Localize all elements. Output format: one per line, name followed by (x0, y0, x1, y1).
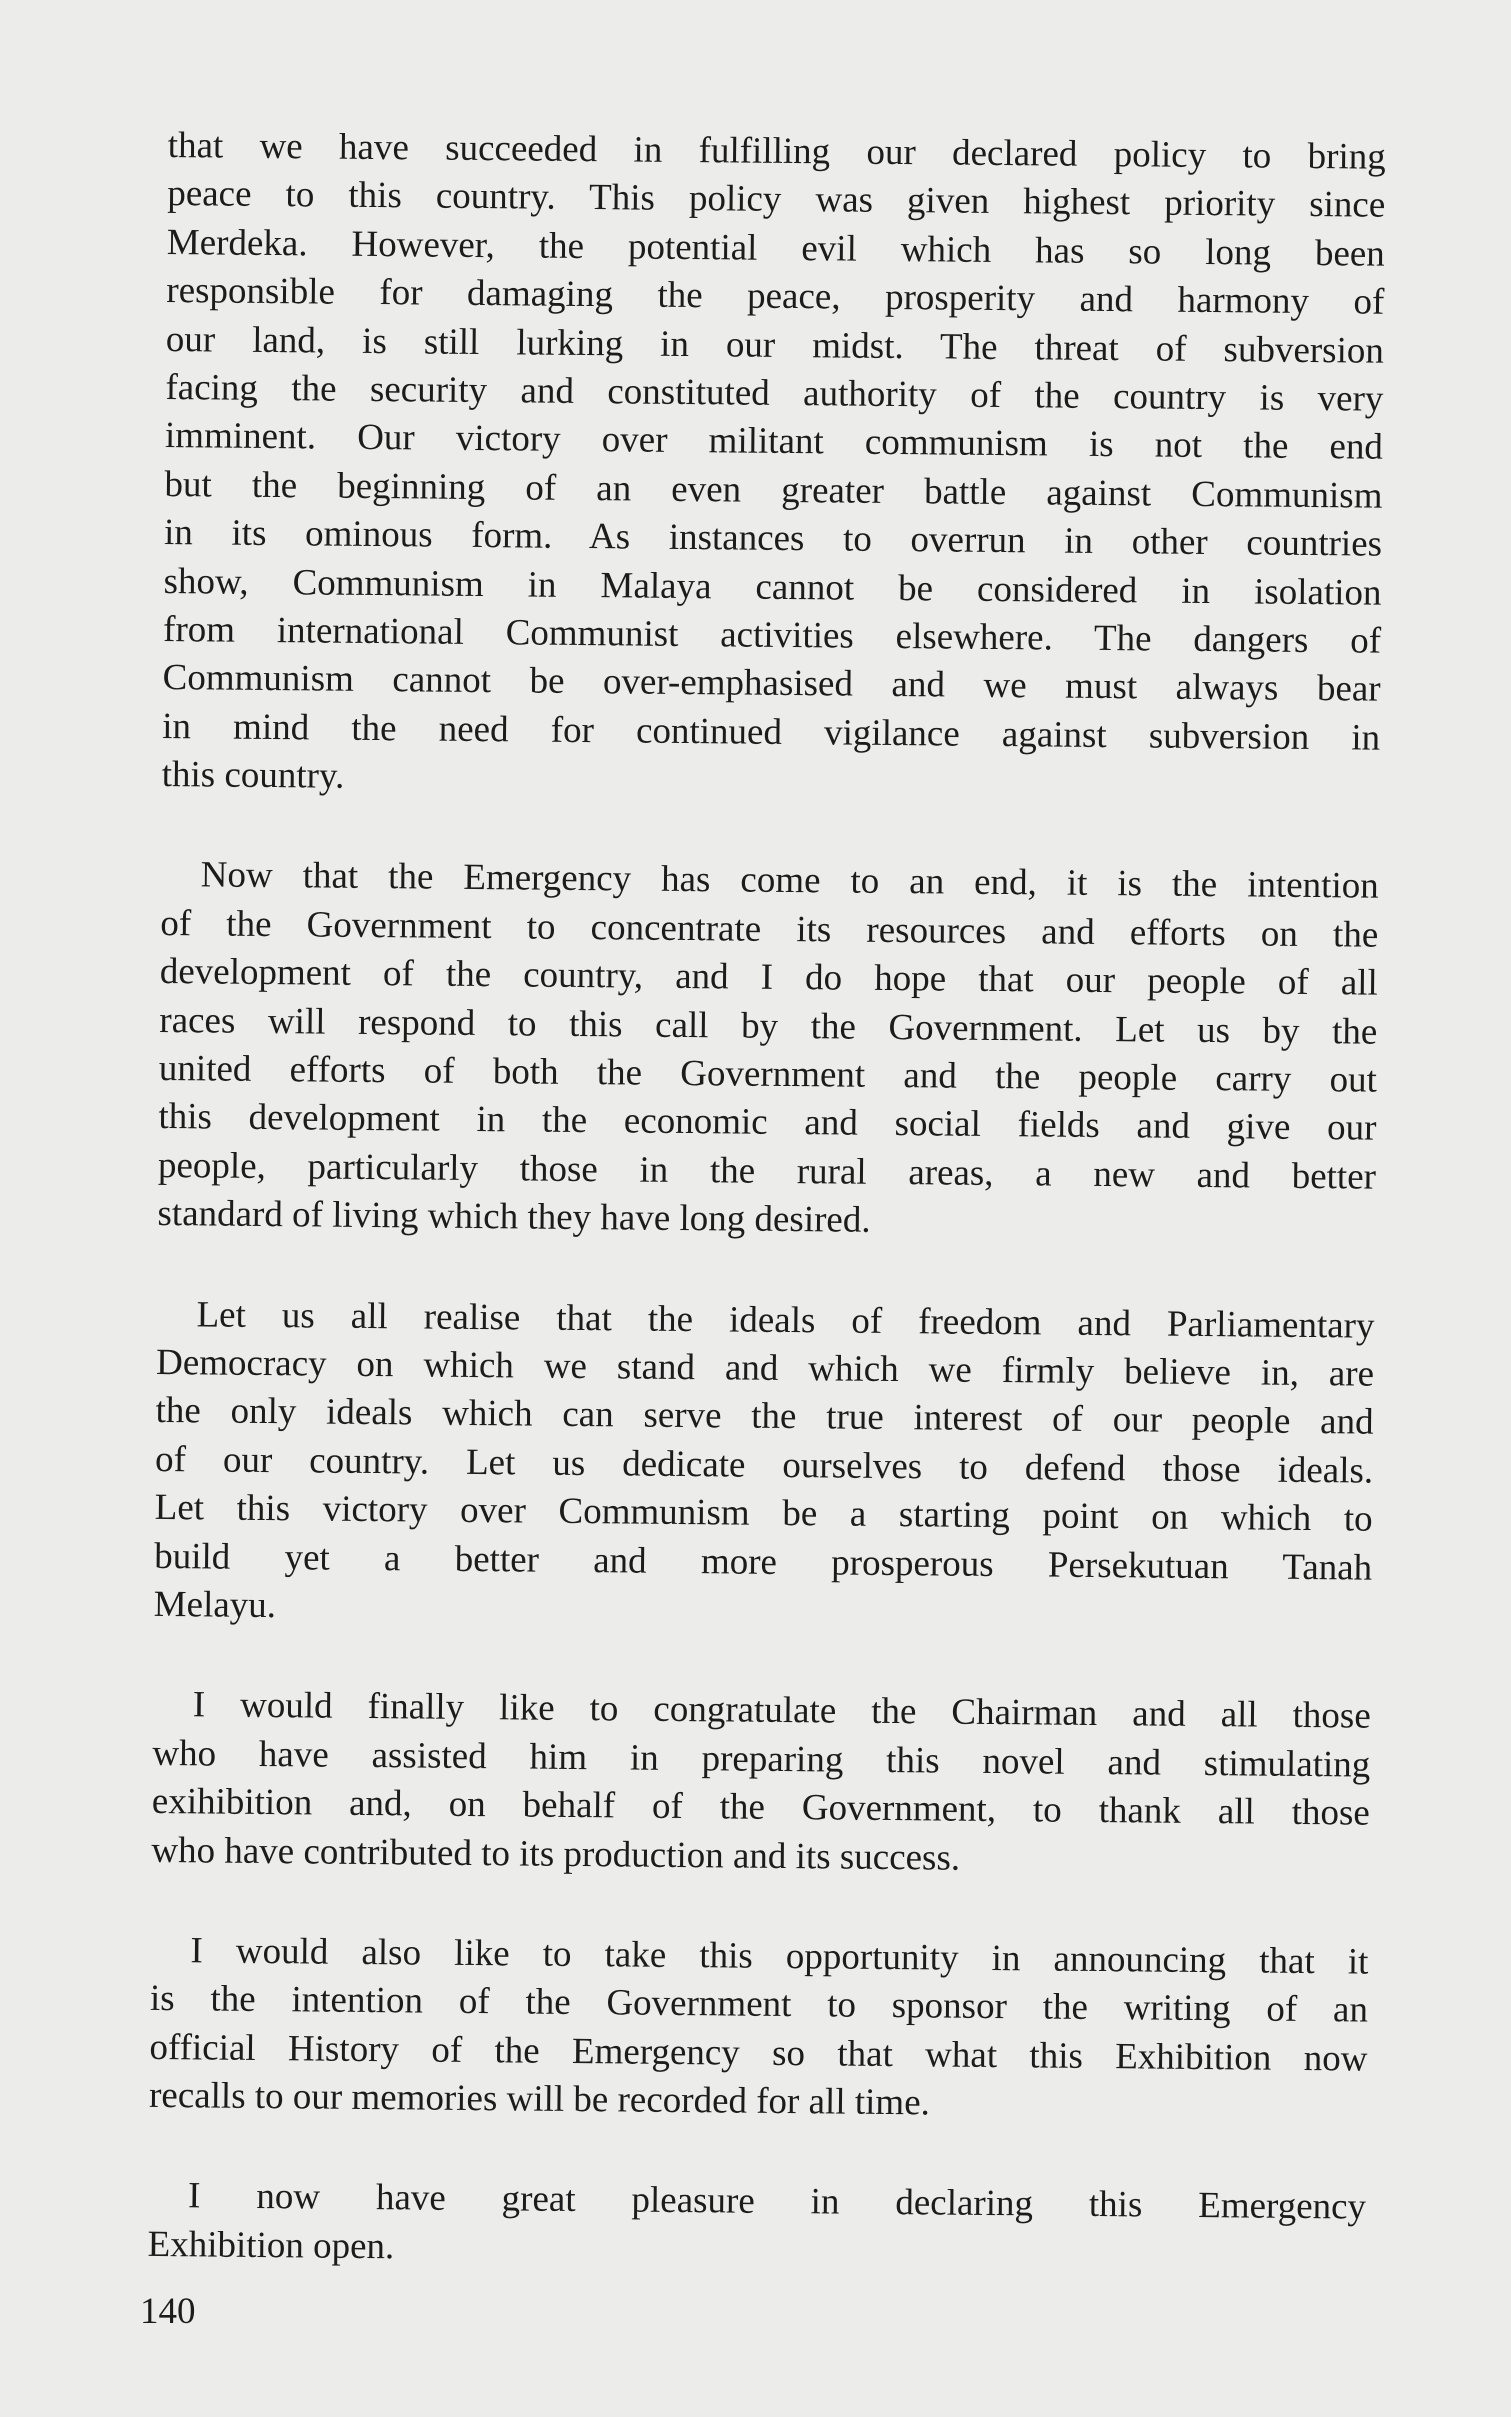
text-line: build yet a better and more prosperous Persekutuan Tanah (154, 1535, 1373, 1589)
text-line: that we have succeeded in fulfilling our declared policy to bring (167, 124, 1386, 178)
text-line: facing the security and constituted authority of the country is very (165, 366, 1384, 420)
text-line: races will respond to this call by the Government. Let us by the (159, 999, 1378, 1053)
text-line: the only ideals which can serve the true interest of our people and (155, 1390, 1374, 1444)
text-line: Melayu. (153, 1583, 277, 1627)
text-line: in its ominous form. As instances to overrun in other countries (163, 512, 1383, 565)
text-line: from international Communist activities elsewhere. The dangers of (162, 608, 1382, 662)
text-line: Let us all realise that the ideals of freedom and Parliamentary (196, 1293, 1375, 1347)
text-line: responsible for damaging the peace, prosperity and harmony of (166, 270, 1385, 323)
text-line: who have assisted him in preparing this novel and stimulating (152, 1732, 1371, 1786)
paragraph (154, 1291, 1375, 1641)
text-line: is the intention of the Government to sponsor the writing of an (149, 1978, 1369, 2031)
paragraph (151, 1681, 1371, 1886)
text-line: I would finally like to congratulate the Chairman and all those (192, 1684, 1371, 1737)
text-line: but the beginning of an even greater battle against Communism (164, 463, 1383, 517)
text-line: I now have great pleasure in declaring this Emergency (187, 2175, 1367, 2229)
text-line: exihibition and, on behalf of the Government, to thank all those (151, 1781, 1371, 1834)
text-line: imminent. Our victory over militant communism is not the end (164, 415, 1384, 469)
text-line: united efforts of both the Government and the people carry out (158, 1047, 1378, 1101)
paragraph (147, 2172, 1366, 2280)
text-line: Let this victory over Communism be a starting point on which to (154, 1487, 1373, 1540)
paragraph (157, 851, 1379, 1250)
text-line: recalls to our memories will be recorded for all time. (148, 2074, 931, 2124)
text-line: of our country. Let us dedicate ourselves to defend those ideals. (154, 1438, 1374, 1492)
text-line: development of the country, and I do hope that our people of all (159, 951, 1378, 1004)
text-line: Exhibition open. (147, 2223, 395, 2268)
text-line: in mind the need for continued vigilance against subversion in (162, 705, 1381, 759)
text-line: official History of the Emergency so that what this Exhibition now (149, 2026, 1368, 2080)
page-number: 140 (140, 2291, 196, 2332)
text-line: Communism cannot be over-emphasised and we must always bear (162, 657, 1381, 710)
text-line: this development in the economic and social fields and give our (158, 1096, 1377, 1150)
paragraph (149, 1927, 1369, 2132)
text-line: people, particularly those in the rural areas, a new and better (157, 1144, 1377, 1198)
text-line: Democracy on which we stand and which we firmly believe in, are (155, 1341, 1375, 1395)
text-line: peace to this country. This policy was given highest priority since (167, 173, 1386, 227)
paragraph (161, 122, 1385, 811)
text-line: Merdeka. However, the potential evil which has so long been (166, 221, 1385, 275)
text-line: this country. (161, 754, 345, 797)
text-line: show, Communism in Malaya cannot be considered in isolation (163, 560, 1382, 614)
text-line: who have contributed to its production and its success. (151, 1829, 961, 1879)
text-line: I would also like to take this opportunity in announcing that it (190, 1930, 1369, 1983)
page-body (147, 122, 1386, 2333)
text-line: standard of living which they have long desired. (157, 1193, 871, 1241)
text-line: of the Government to concentrate its resources and efforts on the (160, 902, 1379, 956)
text-line: our land, is still lurking in our midst. The threat of subversion (165, 318, 1385, 372)
text-line: Now that the Emergency has come to an end, it is the intention (200, 854, 1379, 908)
